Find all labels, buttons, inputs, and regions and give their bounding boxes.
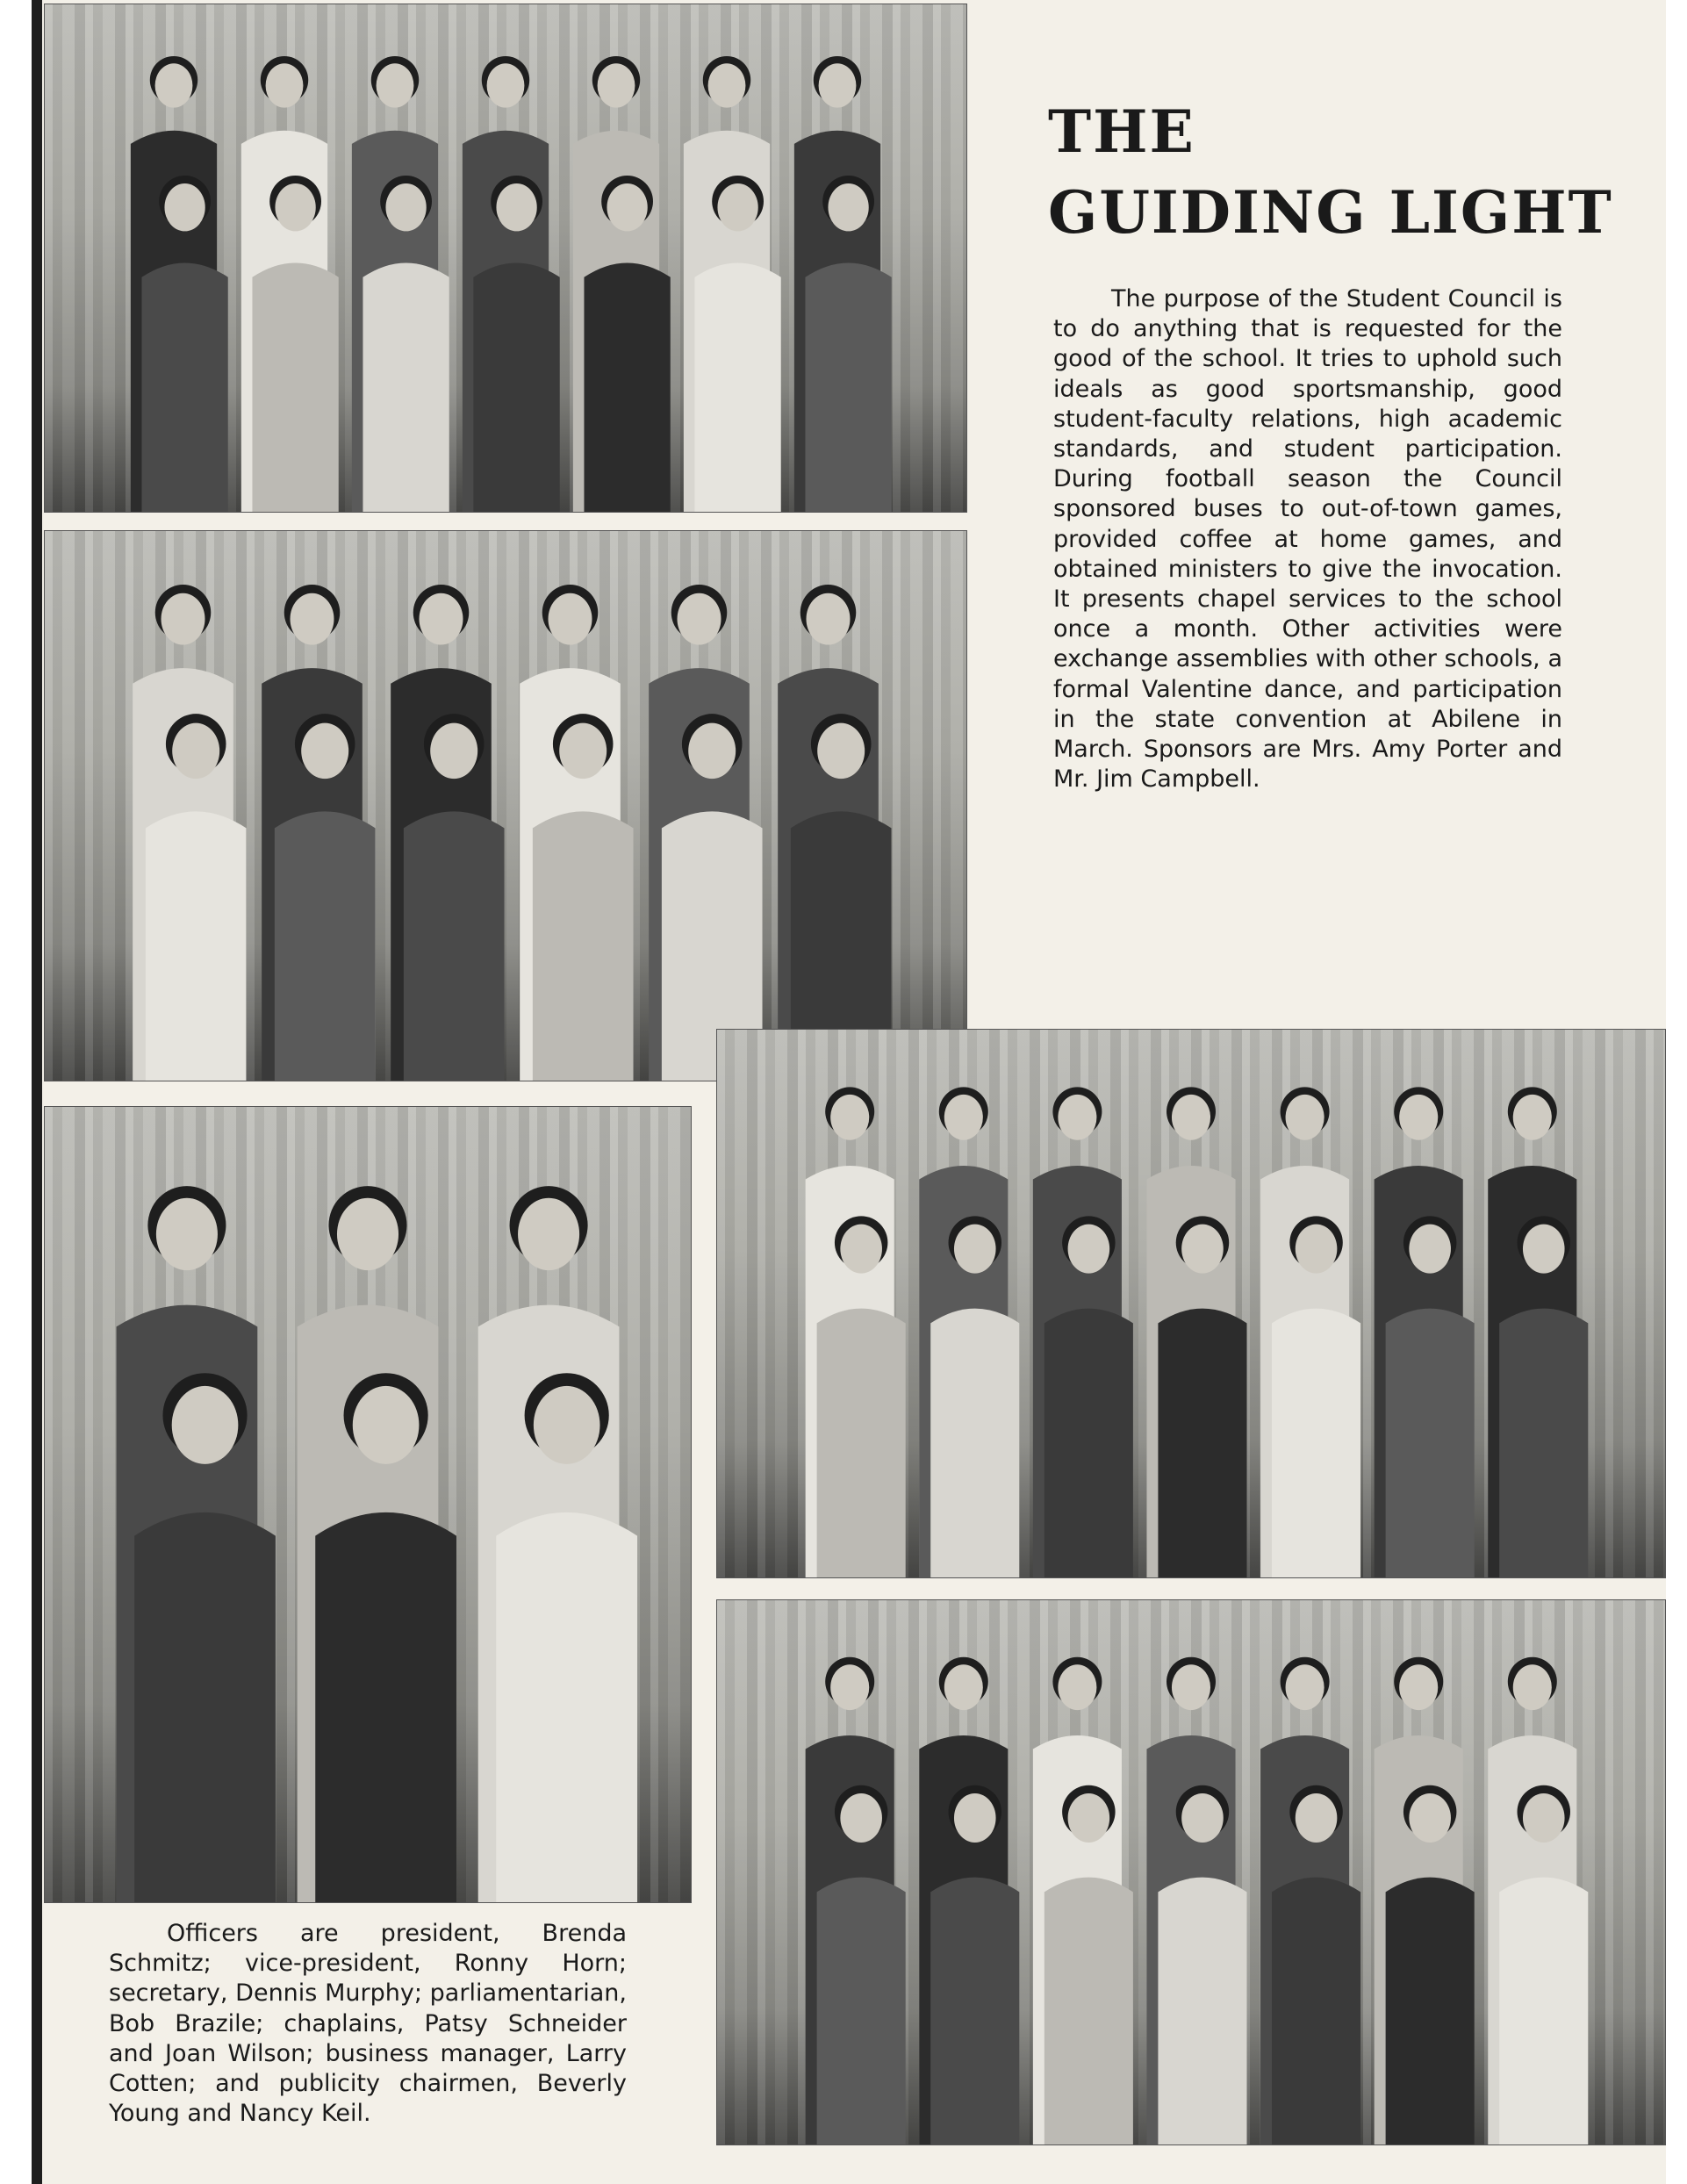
student-face [1513,1095,1552,1140]
student-face [840,1225,882,1274]
student-face [708,63,746,107]
student-face [385,183,426,231]
officers-photo-figures [45,1107,691,1902]
student-face [1172,1664,1210,1710]
student-face [549,593,592,645]
student-body [817,1309,906,1577]
group-photo-3-figures [717,1030,1665,1577]
student-body [134,1512,276,1902]
student-face [1523,1225,1565,1274]
student-face [291,593,334,645]
student-body [1045,1309,1133,1577]
student-face [607,183,647,231]
student-body [404,811,505,1081]
student-face [1399,1664,1438,1710]
student-face [1296,1793,1338,1843]
student-body [496,1512,637,1902]
group-photo-3 [716,1029,1666,1578]
student-body [584,262,670,512]
student-face [1172,1095,1210,1140]
group-photo-4 [716,1599,1666,2145]
student-face [353,1386,420,1464]
student-face [807,593,851,645]
student-face [559,723,607,779]
student-body [141,262,227,512]
student-face [1058,1664,1096,1710]
student-face [275,183,315,231]
student-body [817,1878,906,2144]
student-face [954,1225,996,1274]
student-body [363,262,449,512]
student-face [162,593,205,645]
student-face [688,723,736,779]
student-face [487,63,525,107]
student-face [1068,1793,1110,1843]
group-photo-4-figures [717,1600,1665,2144]
group-photo-1-figures [45,4,966,512]
student-body [930,1309,1019,1577]
student-face [420,593,463,645]
student-body [1499,1309,1588,1577]
student-face [1296,1225,1338,1274]
student-face [1286,1095,1324,1140]
student-face [1513,1664,1552,1710]
article-body: The purpose of the Student Council is to do anything that is requested for the good of the school. It tries to uphold such ideals as good sportsmanship, good student-faculty relations, high academic standards, and student participation. During football season the Council sponsored buses to out-of-town games, provided coffee at home games, and obtained ministers to give the invocation. It presents chapel services to the school once a month. Other activities were exchange assemblies with other schools, a formal Valentine dance, and participation in the state convention at Abilene in March. Sponsors are Mrs. Amy Porter and Mr. Jim Campbell. [1053,285,1562,794]
student-face [819,63,857,107]
student-body [1499,1878,1588,2144]
student-body [1272,1878,1360,2144]
student-body [1158,1309,1246,1577]
student-face [840,1793,882,1843]
student-face [172,723,219,779]
student-face [944,1664,983,1710]
student-face [156,1198,218,1270]
student-face [534,1386,600,1464]
group-photo-2 [44,530,967,1081]
student-face [377,63,414,107]
student-body [146,811,247,1081]
student-face [337,1198,398,1270]
student-body [694,262,780,512]
student-face [155,63,193,107]
student-body [1386,1878,1475,2144]
group-photo-1 [44,4,967,513]
student-face [1068,1225,1110,1274]
student-face [1181,1225,1224,1274]
student-body [1272,1309,1360,1577]
student-face [944,1095,983,1140]
student-face [266,63,304,107]
student-body [930,1878,1019,2144]
title-line-1: THE [1048,97,1195,166]
student-face [830,1095,869,1140]
student-face [598,63,635,107]
student-face [1181,1793,1224,1843]
title-line-2: GUIDING LIGHT [1048,178,1613,247]
student-face [1409,1225,1451,1274]
student-face [678,593,721,645]
student-body [315,1512,456,1902]
group-photo-2-figures [45,531,966,1081]
student-face [430,723,477,779]
student-face [496,183,536,231]
officers-photo [44,1106,692,1903]
student-face [817,723,865,779]
student-body [533,811,634,1081]
student-face [301,723,348,779]
student-body [805,262,891,512]
student-face [1409,1793,1451,1843]
student-face [172,1386,239,1464]
student-body [1386,1309,1475,1577]
student-body [1045,1878,1133,2144]
student-body [1158,1878,1246,2144]
student-body [473,262,559,512]
student-face [717,183,757,231]
student-face [1399,1095,1438,1140]
student-face [164,183,205,231]
student-body [275,811,376,1081]
student-face [1523,1793,1565,1843]
student-face [830,1664,869,1710]
student-face [954,1793,996,1843]
page-title [1048,91,1627,253]
officers-caption: Officers are president, Brenda Schmitz; vice-president, Ronny Horn; secretary, Dennis Murphy; parliamentarian, Bob Brazile; chaplains, Patsy Schneider and Joan Wilson; business manager, Larry Cotten; and publicity chairmen, Beverly Young and Nancy Keil. [109,1920,627,2128]
student-face [1286,1664,1324,1710]
student-face [828,183,868,231]
student-body [252,262,338,512]
student-face [1058,1095,1096,1140]
student-face [518,1198,579,1270]
